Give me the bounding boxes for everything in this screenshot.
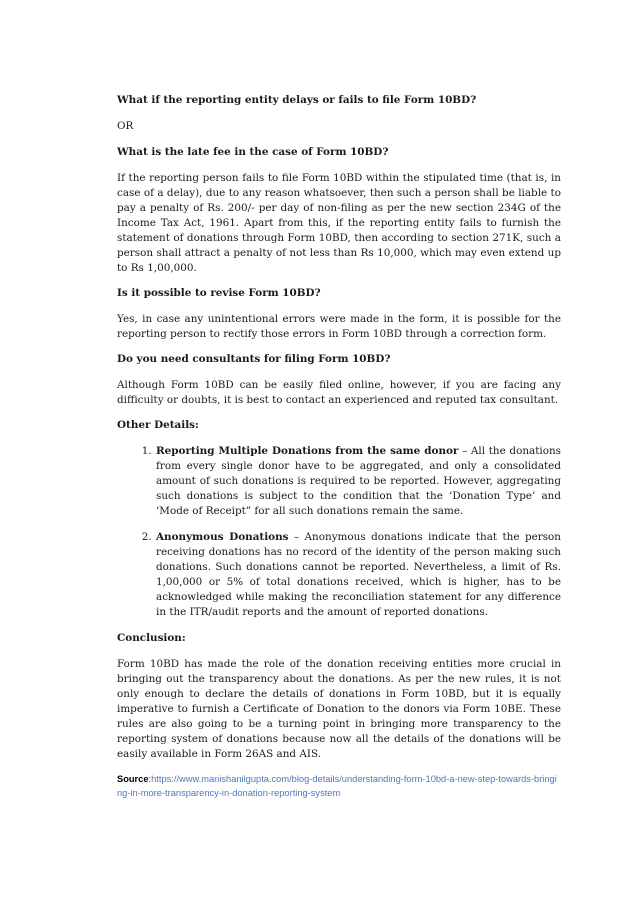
source-label: Source xyxy=(117,774,149,784)
details-list xyxy=(117,444,561,620)
question-heading: Is it possible to revise Form 10BD? xyxy=(117,287,321,299)
list-item xyxy=(155,444,561,519)
list-item-text: – Anonymous donations indicate that the person receiving donations has no record of the identity of the person making such donations. Such donations cannot be reported. Nevertheless, a limit of Rs. 1,00,000 or 5% of total donations received, which is higher, has to be acknowledged while making the reconciliation statement for any difference in the ITR/audit reports and the amount of reported donations. xyxy=(156,531,561,618)
source-link[interactable]: https://www.manishanilgupta.com/blog-details/understanding-form-10bd-a-new-step-towards-bringing-in-more-transparency-in-donation-reporting-system xyxy=(117,774,557,798)
conclusion-paragraph: Form 10BD has made the role of the donation receiving entities more crucial in bringing out the transparency about the donations. As per the new rules, it is not only enough to declare the details of donations in Form 10BD, but it is equally imperative to furnish a Certificate of Donation to the donors via Form 10BE. These rules are also going to be a turning point in bringing more transparency to the reporting system of donations because now all the details of the donations will be easily available in Form 26AS and AIS. xyxy=(117,658,561,760)
answer-paragraph: If the reporting person fails to file Form 10BD within the stipulated time (that is, in case of a delay), due to any reason whatsoever, then such a person shall be liable to pay a penalty of Rs. 200/- per day of non-filing as per the new section 234G of the Income Tax Act, 1961. Apart from this, if the reporting entity fails to furnish the statement of donations through Form 10BD, then according to section 271K, such a person shall attract a penalty of not less than Rs 10,000, which may even extend up to Rs 1,00,000. xyxy=(117,172,561,274)
document-page xyxy=(117,93,561,800)
list-item-text: – All the donations from every single donor have to be aggregated, and only a consolidated amount of such donations is required to be reported. However, aggregating such donations is subject to the condition that the ‘Donation Type’ and ‘Mode of Receipt” for all such donations remain the same. xyxy=(156,445,561,517)
question-heading: What if the reporting entity delays or fails to file Form 10BD? xyxy=(117,94,477,106)
source-separator: : xyxy=(148,774,152,784)
list-item xyxy=(155,530,561,620)
list-item-title: Reporting Multiple Donations from the same donor xyxy=(156,445,459,457)
or-text: OR xyxy=(117,120,134,132)
source-line xyxy=(117,772,561,800)
list-item-title: Anonymous Donations xyxy=(156,531,289,543)
answer-paragraph: Although Form 10BD can be easily filed online, however, if you are facing any difficulty or doubts, it is best to contact an experienced and reputed tax consultant. xyxy=(117,379,561,406)
section-heading: Other Details: xyxy=(117,419,199,431)
question-heading: What is the late fee in the case of Form 10BD? xyxy=(117,146,389,158)
answer-paragraph: Yes, in case any unintentional errors were made in the form, it is possible for the reporting person to rectify those errors in Form 10BD through a correction form. xyxy=(117,313,561,340)
section-heading: Conclusion: xyxy=(117,632,186,644)
question-heading: Do you need consultants for filing Form 10BD? xyxy=(117,353,391,365)
